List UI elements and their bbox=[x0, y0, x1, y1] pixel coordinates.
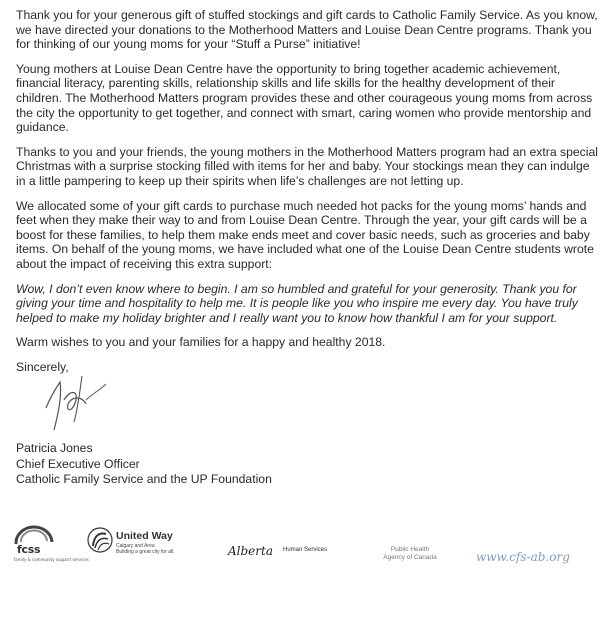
website-url: www.cfs-ab.org bbox=[476, 550, 570, 564]
paragraph-christmas: Thanks to you and your friends, the young mothers in the Motherhood Matters program had an extra special Christmas with a surprise stocking filled with items for her and baby. Your stockings mean they can indulge in a little pampering to keep up their spirits when life’s challenges are not letting up. bbox=[16, 144, 598, 188]
fcss-subtext: family & community support services bbox=[14, 557, 89, 562]
paragraph-program: Young mothers at Louise Dean Centre have the opportunity to bring together academic achievement, financial literacy, parenting skills, relationship skills and life skills for the healthy development of their children. The Motherhood Matters program provides these and other courageous young moms from across the city the opportunity to get together, and connect with smart, caring women who provide mentorship and guidance. bbox=[16, 61, 593, 135]
fcss-logo bbox=[10, 524, 89, 566]
letter-body bbox=[16, 8, 601, 374]
warm-wishes: Warm wishes to you and your families for a happy and healthy 2018. bbox=[16, 335, 386, 350]
united-way-logo bbox=[86, 524, 196, 564]
united-way-subtext bbox=[116, 543, 175, 555]
signer-name: Patricia Jones bbox=[16, 441, 93, 455]
united-way-hand-logo-icon bbox=[86, 526, 114, 554]
student-quote: Wow, I don’t even know where to begin. I am so humbled and grateful for your generosity. Thank you for giving your time and hospitality to help me. It is people like you who inspire me every day. You have truly helped to make my holiday brighter and I really want you to know how thankful I am for your support. bbox=[16, 281, 578, 325]
phac-logo bbox=[370, 546, 450, 572]
signer-organization: Catholic Family Service and the UP Foundation bbox=[16, 472, 272, 486]
alberta-wordmark: Alberta bbox=[228, 544, 273, 558]
phac-line2: Agency of Canada bbox=[383, 554, 437, 561]
united-way-title: United Way bbox=[116, 530, 173, 542]
phac-line1: Public Health bbox=[390, 546, 430, 553]
paragraph-gift-cards: We allocated some of your gift cards to purchase much needed hot packs for the young moms’ hands and feet when they make their way to and from Louise Dean Centre. Through the year, your gift cards will be a boost for these families, to help them make ends meet and cover basic needs, such as groceries and baby items. On behalf of the young moms, we have included what one of the Louise Dean Centre students wrote about the impact of receiving this extra support: bbox=[16, 198, 594, 271]
handwritten-signature bbox=[16, 370, 136, 440]
united-way-sub2: Building a great city for all. bbox=[116, 549, 175, 555]
paragraph-thanks: Thank you for your generous gift of stuffed stockings and gift cards to Catholic Family Service. As you know, we have directed your donations to the Motherhood Matters and Louise Dean Centre programs. Thank you for thinking of our young moms for your “Stuff a Purse” initiative! bbox=[16, 8, 598, 52]
united-way-sub1: Calgary and Area bbox=[116, 543, 155, 549]
fcss-wordmark: fcss bbox=[17, 543, 41, 556]
signer-title: Chief Executive Officer bbox=[16, 456, 140, 471]
signer-block bbox=[16, 441, 272, 488]
sponsor-logos bbox=[0, 520, 609, 580]
alberta-department: Human Services bbox=[283, 547, 328, 553]
closing-salutation: Sincerely, bbox=[16, 359, 69, 374]
alberta-logo bbox=[228, 544, 338, 564]
